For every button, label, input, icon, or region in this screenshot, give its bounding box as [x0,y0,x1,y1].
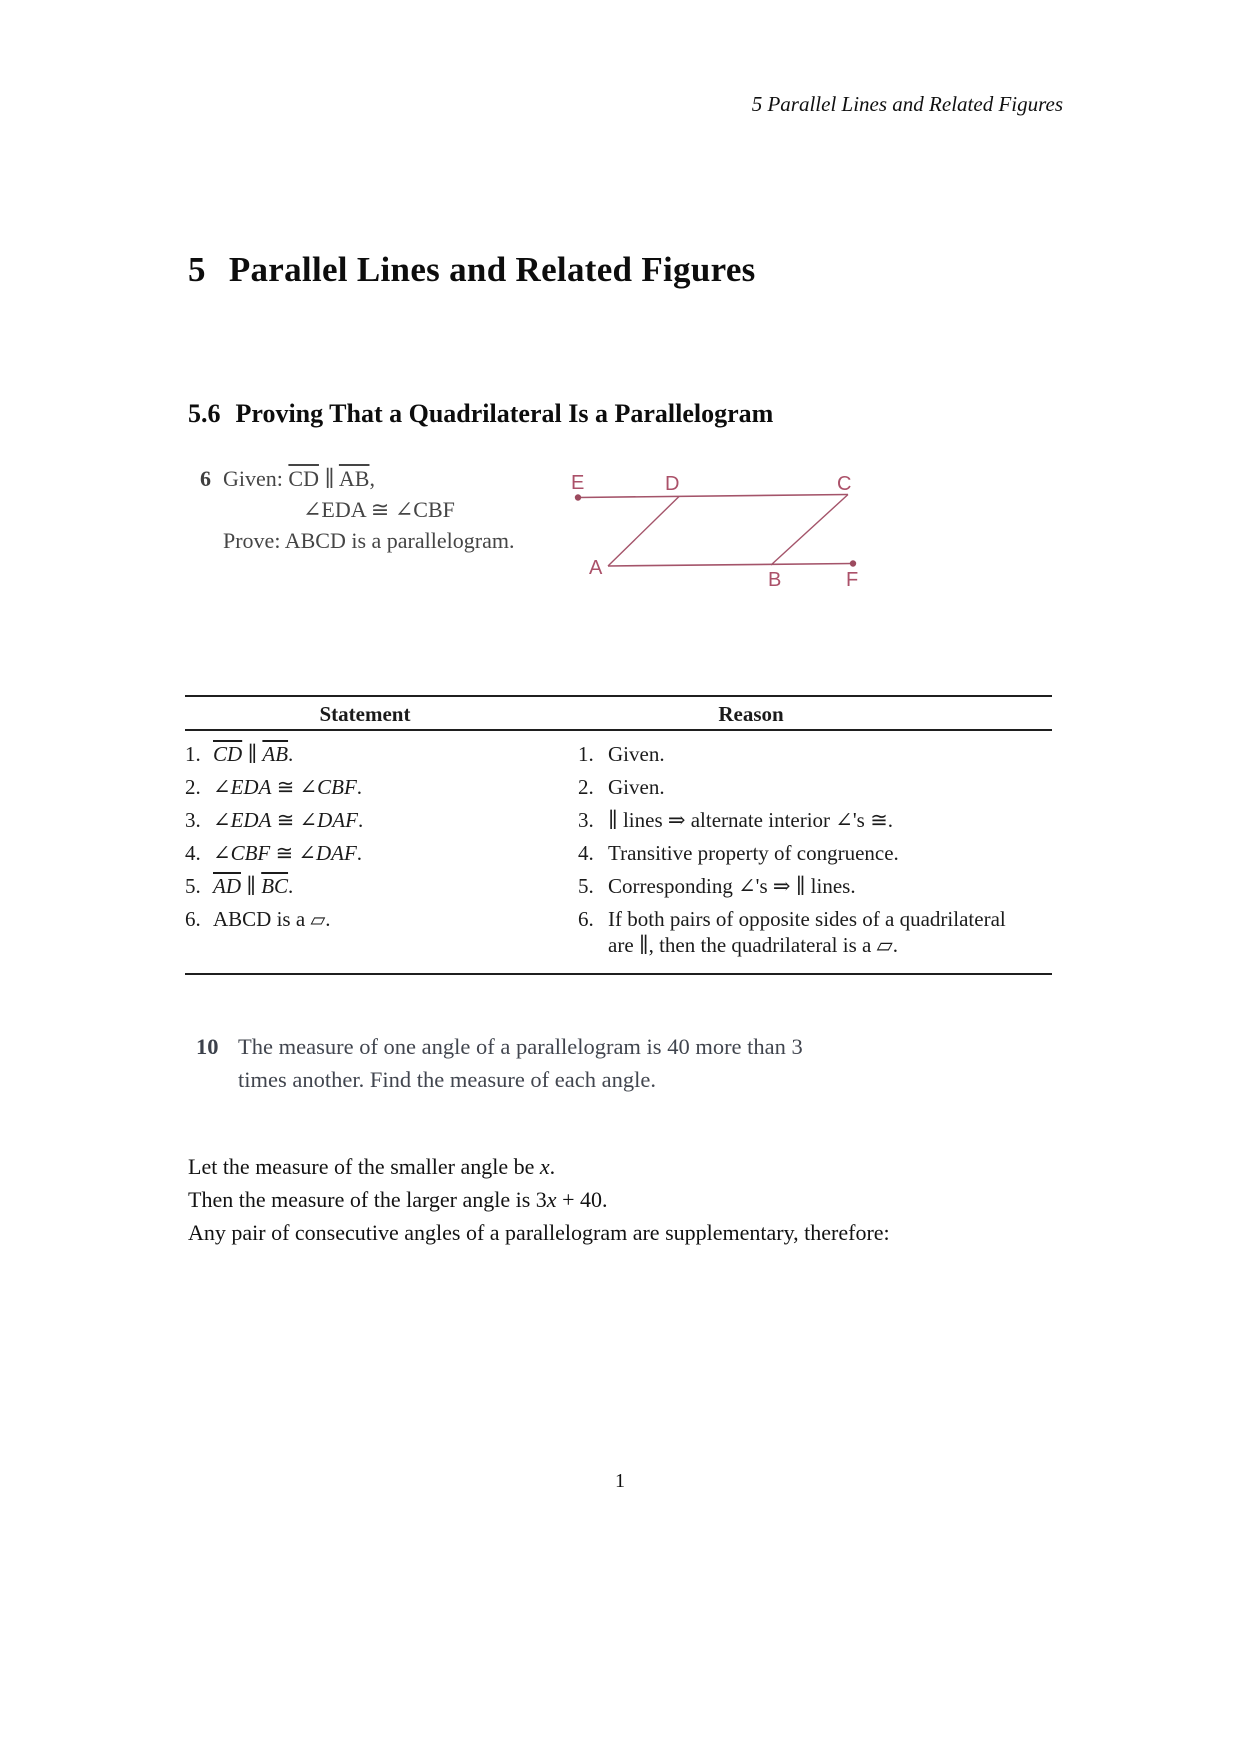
table-row [185,807,1052,833]
section-title-text: Proving That a Quadrilateral Is a Parallelogram [235,399,774,428]
reason-text: Given. [608,741,665,766]
table-header-row [185,697,1052,729]
page-number: 1 [615,1470,625,1492]
problem-6 [200,463,514,556]
point-F-dot [850,560,856,566]
statement-cell [185,807,578,833]
point-label-B: B [768,569,782,591]
statement-number: 5. [185,873,201,898]
table-row [185,840,1052,866]
given-line-2: ∠EDA ≅ ∠CBF [303,497,455,522]
reason-text: Transitive property of congruence. [608,840,899,865]
chapter-title-text: Parallel Lines and Related Figures [228,250,756,289]
table-row [185,906,1052,958]
statement-text: ∠EDA ≅ ∠CBF. [213,774,363,799]
reason-cell [578,807,1052,833]
point-label-A: A [589,557,603,579]
geometry-diagram [560,465,870,605]
reason-number: 6. [578,906,594,931]
reason-number: 1. [578,741,594,766]
reason-cell [578,906,1052,958]
statement-text: ABCD is a ▱. [213,906,331,931]
reason-number: 2. [578,774,594,799]
table-row [185,774,1052,800]
reason-cell [578,741,1052,767]
statement-cell [185,774,578,800]
statement-cell [185,906,578,958]
point-E-dot [575,494,581,500]
chapter-title [188,250,756,290]
given-line: Given: $\overline{CD}$ ∥ $\overline{AB}$, [223,466,375,491]
statement-number: 1. [185,741,201,766]
problem-10-number: 10 [196,1034,219,1059]
line-DA [608,497,679,567]
line-EC [578,495,848,498]
reason-cell [578,774,1052,800]
statement-number: 6. [185,906,201,931]
reason-text: If both pairs of opposite sides of a quadrilateral are ∥, then the quadrilateral is a ▱. [608,906,1006,957]
problem-10-text-line-2: times another. Find the measure of each angle. [238,1067,656,1092]
table-row [185,873,1052,899]
table-row [185,741,1052,767]
statement-cell [185,741,578,767]
table-header-statement: Statement [319,701,411,726]
solution-line-1: Let the measure of the smaller angle be x. [188,1154,556,1179]
problem-6-number: 6 [200,466,211,491]
problem-10-text-line-1: The measure of one angle of a parallelogram is 40 more than 3 [238,1034,803,1059]
reason-text: Given. [608,774,665,799]
problem-10 [196,1030,803,1096]
statement-text: $\overline{AD}$ ∥ $\overline{BC}$. [213,873,294,898]
reason-text: ∥ lines ⇒ alternate interior ∠'s ≅. [608,807,893,832]
line-AF [608,564,853,567]
reason-cell [578,840,1052,866]
statement-number: 4. [185,840,201,865]
statement-number: 2. [185,774,201,799]
point-label-C: C [837,473,852,495]
statement-text: $\overline{CD}$ ∥ $\overline{AB}$. [213,741,294,766]
reason-cell [578,873,1052,899]
table-body [185,731,1052,973]
prove-line: Prove: ABCD is a parallelogram. [223,528,515,553]
statement-cell [185,873,578,899]
statement-text: ∠CBF ≅ ∠DAF. [213,840,363,865]
line-CB [771,495,848,566]
statement-text: ∠EDA ≅ ∠DAF. [213,807,364,832]
reason-text: Corresponding ∠'s ⇒ ∥ lines. [608,873,856,898]
reason-number: 4. [578,840,594,865]
point-label-F: F [846,569,859,591]
statement-number: 3. [185,807,201,832]
table-bottom-rule [185,973,1052,975]
reason-number: 5. [578,873,594,898]
section-title [188,399,773,429]
reason-number: 3. [578,807,594,832]
point-label-E: E [571,472,585,494]
running-header: 5 Parallel Lines and Related Figures [751,92,1063,116]
solution-line-2: Then the measure of the larger angle is 3x + 40. [188,1187,608,1212]
chapter-number: 5 [188,250,206,289]
proof-table [185,695,1052,975]
solution-line-3: Any pair of consecutive angles of a parallelogram are supplementary, therefore: [188,1220,890,1245]
statement-cell [185,840,578,866]
solution-text [188,1150,890,1249]
section-number: 5.6 [188,399,221,428]
point-label-D: D [665,473,680,495]
table-header-reason: Reason [718,701,784,726]
